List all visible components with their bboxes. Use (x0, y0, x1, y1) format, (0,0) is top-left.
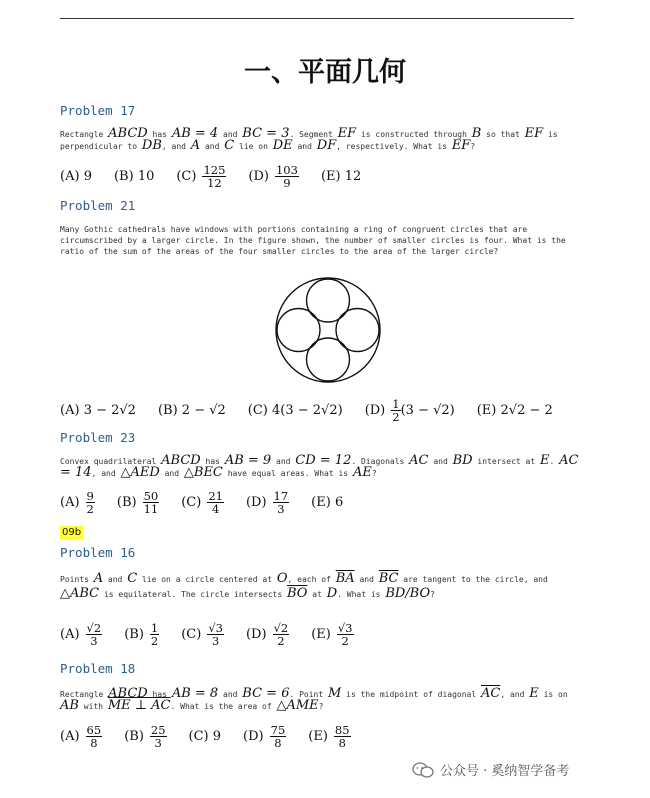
problem-text: Rectangle ABCD has AB = 8 and BC = 6. Point M is the midpoint of diagonal $\overline{AC}$, and E is on AB with ME ⊥ AC. What is the area of △AME? (60, 686, 568, 713)
choice-b[interactable]: (B) $\frac{1}{2}$ (124, 621, 159, 648)
choice-e[interactable]: (E) 2√2 − 2 (476, 403, 553, 418)
problem-title: Problem 16 (60, 545, 136, 560)
choice-a[interactable]: (A) 3 − 2√2 (60, 403, 136, 418)
problem-text: Rectangle ABCD has AB = 4 and BC = 3. Segment EF is constructed through B so that EF is perpendicular to DB, and A and C lie on DE and DF, respectively. What is EF? (60, 126, 558, 153)
choice-b[interactable]: (B) 10 (113, 169, 155, 184)
large-circle (276, 278, 380, 382)
choice-d[interactable]: (D) $\frac{17}{3}$ (245, 489, 289, 516)
answer-choices (60, 622, 376, 647)
choice-d[interactable]: (D) $\frac{√2}{2}$ (245, 621, 289, 648)
problem-text: Many Gothic cathedrals have windows with portions containing a ring of congruent circles that are circumscribed by a larger circle. In the figure shown, the number of smaller circles is four. What is the ratio of the sum of the areas of the four smaller circles to the area of the larger circle? (60, 225, 566, 256)
problem-title: Problem 21 (60, 198, 136, 213)
choice-b[interactable]: (B) $\frac{25}{3}$ (124, 723, 166, 750)
choice-b[interactable]: (B) 2 − √2 (157, 403, 226, 418)
choice-b[interactable]: (B) $\frac{50}{11}$ (116, 489, 159, 516)
choice-e[interactable]: (E) $\frac{85}{8}$ (308, 723, 350, 750)
choice-e[interactable]: (E) 12 (320, 169, 362, 184)
choice-c[interactable]: (C) $\frac{√3}{3}$ (181, 621, 223, 648)
choice-c[interactable]: (C) $\frac{125}{12}$ (176, 163, 226, 190)
choice-d[interactable]: (D) $\frac{75}{8}$ (243, 723, 286, 750)
problem-text: Points A and C lie on a circle centered at O, each of $\overline{BA}$ and $\overline{BC}$ are tangent to the circle, and △ABC is equilateral. The circle intersects $\overline{BO}$ at D. What is BD/BO? (60, 571, 548, 601)
answer-choices (60, 398, 575, 423)
answer-choices (60, 724, 373, 749)
answer-choices (60, 164, 383, 189)
small-circle-bottom (307, 338, 350, 381)
problem-title: Problem 17 (60, 103, 136, 118)
choice-e[interactable]: (E) $\frac{√3}{2}$ (311, 621, 353, 648)
wechat-icon (412, 762, 434, 778)
choice-e[interactable]: (E) 6 (311, 495, 344, 510)
highlight-tag: 09b (62, 527, 82, 538)
answer-choices (60, 490, 365, 515)
problem-text: Convex quadrilateral ABCD has AB = 9 and CD = 12. Diagonals AC and BD intersect at E. AC = 14, and △AED and △BEC have equal areas. What is AE? (60, 453, 579, 480)
problem-title: Problem 18 (60, 661, 136, 676)
gothic-window-figure (268, 275, 388, 385)
choice-d[interactable]: (D) $\frac{1}{2}$ (3 − √2) (364, 397, 455, 424)
small-circle-right (336, 309, 379, 352)
top-rule (60, 18, 574, 19)
choice-c[interactable]: (C) 9 (188, 729, 222, 744)
choice-a[interactable]: (A) $\frac{65}{8}$ (60, 723, 102, 750)
choice-c[interactable]: (C) $\frac{21}{4}$ (181, 489, 223, 516)
section-title: 一、平面几何 (244, 57, 406, 88)
choice-a[interactable]: (A) $\frac{9}{2}$ (60, 489, 94, 516)
problem-title: Problem 23 (60, 430, 136, 445)
watermark (412, 760, 569, 779)
choice-a[interactable]: (A) 9 (60, 169, 92, 184)
choice-c[interactable]: (C) 4(3 − 2√2) (247, 403, 343, 418)
small-circle-left (277, 309, 320, 352)
choice-d[interactable]: (D) $\frac{103}{9}$ (248, 163, 298, 190)
watermark-text: 公众号 · 奚纳智学备考 (440, 764, 570, 779)
small-circle-top (307, 279, 350, 322)
choice-a[interactable]: (A) $\frac{√2}{3}$ (60, 621, 102, 648)
